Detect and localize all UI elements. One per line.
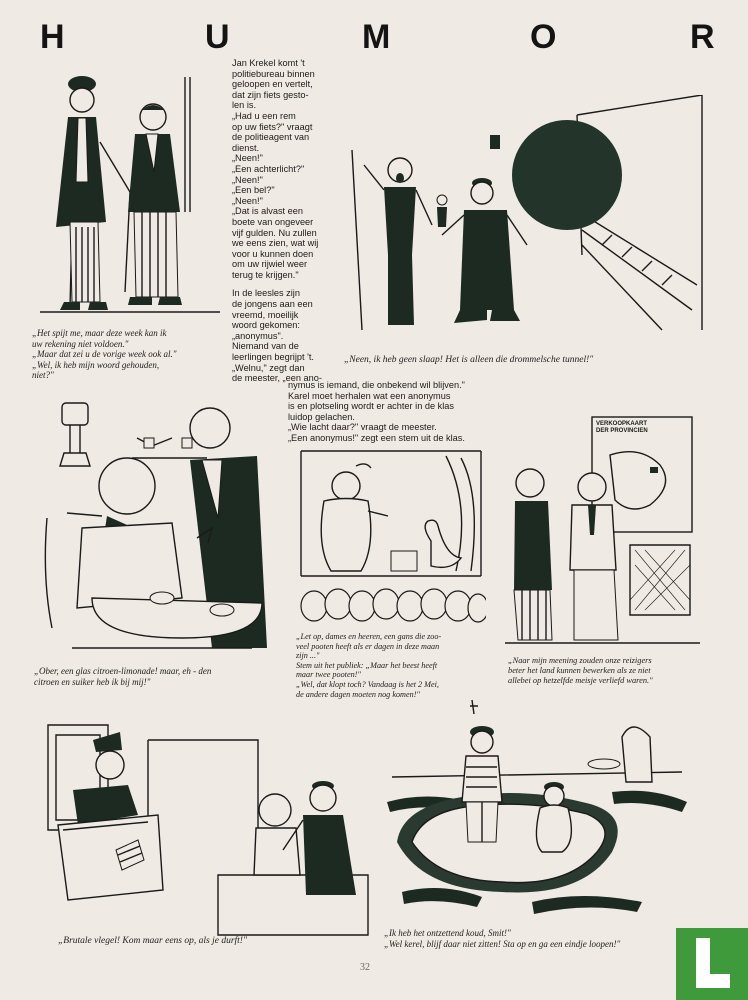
cartoon-two-gentlemen <box>30 62 230 327</box>
caption-panel-7: „Ik heb het ontzettend koud, Smit!" „Wel kerel, blijf daar niet zitten! Sta op en ga een eindje loopen!" <box>384 928 621 949</box>
page-title <box>0 18 748 58</box>
title-letter-h: H <box>40 18 67 56</box>
caption-panel-4: „Let op, dames en heeren, een gans die zoo- veel pooten heeft als er dagen in deze maan zijn ..." Stem uit het publiek: „Maar het beest heeft maar twee pooten!" „Wel, dat klopt toch? Vandaag is het 2 Mei, de andere dagen moeten nog komen!" <box>296 632 442 699</box>
caption-panel-2: „Neen, ik heb geen slaap! Het is alleen die drommelsche tunnel!" <box>344 355 594 365</box>
caption-panel-6: „Brutale vlegel! Kom maar eens op, als je durft!" <box>58 936 247 946</box>
map-sign: VERKOOPKAART DER PROVINCIEN <box>596 421 648 434</box>
title-letter-r: R <box>690 18 717 56</box>
story-text-continued: nymus is iemand, die onbekend wil blijven." Karel moet herhalen wat een anonymus is en plotseling wordt er achter in de klas luidop gelachen. „Wie lacht daar?" vraagt de meester. „Een anonymus!" zegt een stem uit de klas. <box>288 380 465 443</box>
cartoon-map-travellers <box>500 405 705 655</box>
title-letter-o: O <box>530 18 559 56</box>
cartoon-judge <box>38 710 378 938</box>
title-letter-m: M <box>362 18 393 56</box>
cartoon-ice-floe <box>382 692 692 932</box>
caption-panel-3: „Ober, een glas citroen-limonade! maar, eh - den citroen en suiker heb ik bij mij!" <box>34 666 212 687</box>
cartoon-waiter <box>32 398 282 660</box>
title-letter-u: U <box>205 18 232 56</box>
watermark-l-icon <box>676 928 748 1000</box>
caption-panel-1: „Het spijt me, maar deze week kan ik uw rekening niet voldoen." „Maar dat zei u de vorige week ook al." „Wel, ik heb mijn woord gehouden, niet?" <box>32 328 177 380</box>
watermark-logo <box>676 928 748 1000</box>
page-number: 32 <box>360 962 370 973</box>
caption-panel-5: „Naar mijn meening zouden onze reizigers beter het land kunnen bewerken als ze niet allebei op hetzelfde meisje verliefd waren." <box>508 656 653 685</box>
cartoon-tunnel <box>342 95 708 340</box>
story-text-column: Jan Krekel komt 't politiebureau binnen geloopen en vertelt, dat zijn fiets gesto- len is. „Had u een rem op uw fiets?" vraagt de politieagent van dienst. „Neen!" „Een achterlicht?" „Neen!" „Een bel?" „Neen!" „Dat is alvast een boete van ongeveer vijf gulden. Nu zullen we eens zien, wat wij voor u kunnen doen om uw rijwiel weer terug te krijgen." In de leesles zijn de jongens aan een vreemd, moeilijk woord gekomen: „anonymus". Niemand van de leerlingen begrijpt 't. „Welnu," zegt dan de meester, „een ano- <box>232 58 322 384</box>
cartoon-goose-show <box>296 446 486 636</box>
